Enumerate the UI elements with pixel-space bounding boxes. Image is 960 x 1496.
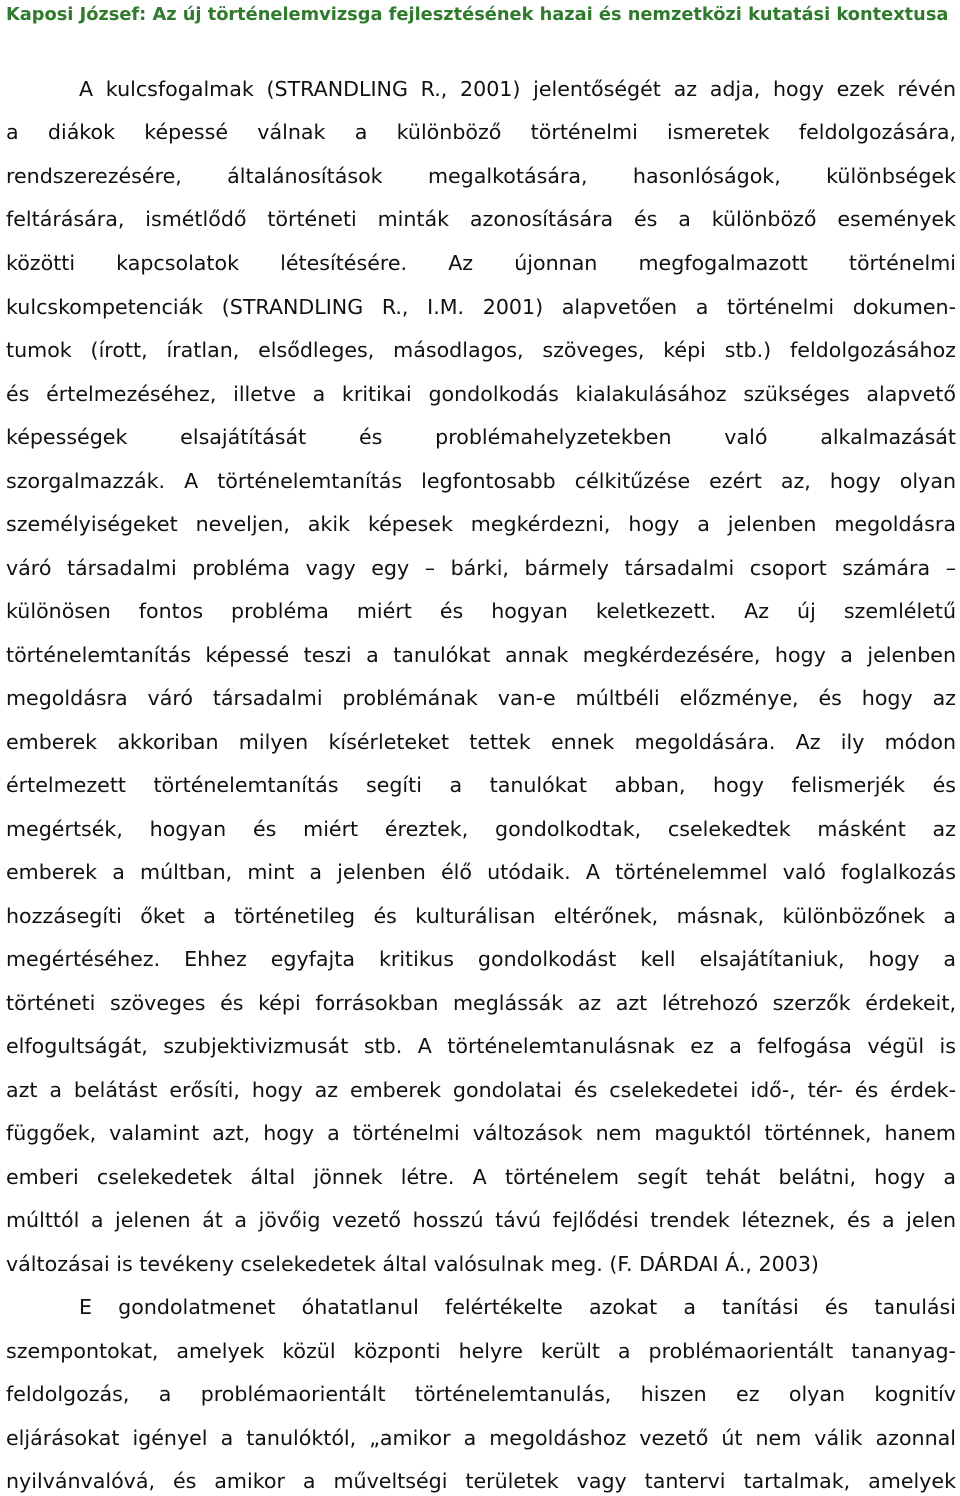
text-line: történeti szöveges és képi forrásokban meglássák az azt létrehozó szerzők érdekeit,	[6, 991, 956, 1015]
text-line: a diákok képessé válnak a különböző történelmi ismeretek feldolgozására,	[6, 120, 956, 144]
text-line: váró társadalmi probléma vagy egy – bárki, bármely társadalmi csoport számára –	[6, 556, 956, 580]
text-line: tumok (írott, íratlan, elsődleges, másodlagos, szöveges, képi stb.) feldolgozásához	[6, 338, 956, 362]
text-line: feltárására, ismétlődő történeti minták azonosítására és a különböző események	[6, 207, 956, 231]
text-line: különösen fontos probléma miért és hogyan keletkezett. Az új szemléletű	[6, 599, 956, 623]
text-line: múlttól a jelenen át a jövőig vezető hosszú távú fejlődési trendek léteznek, és a jelen	[6, 1208, 956, 1232]
text-line: elfogultságát, szubjektivizmusát stb. A történelemtanulásnak ez a felfogása végül is	[6, 1034, 956, 1058]
text-line: emberi cselekedetek által jönnek létre. A történelem segít tehát belátni, hogy a	[6, 1165, 956, 1189]
text-line: személyiségeket neveljen, akik képesek megkérdezni, hogy a jelenben megoldásra	[6, 512, 956, 536]
text-line: szorgalmazzák. A történelemtanítás legfontosabb célkitűzése ezért az, hogy olyan	[6, 469, 956, 493]
text-line: emberek a múltban, mint a jelenben élő utódaik. A történelemmel való foglalkozás	[6, 860, 956, 884]
text-line: és értelmezéséhez, illetve a kritikai gondolkodás kialakulásához szükséges alapvető	[6, 382, 956, 406]
text-line: A kulcsfogalmak (STRANDLING R., 2001) jelentőségét az adja, hogy ezek révén	[79, 77, 956, 101]
text-line: megértéséhez. Ehhez egyfajta kritikus gondolkodást kell elsajátítaniuk, hogy a	[6, 947, 956, 971]
text-line: nyilvánvalóvá, és amikor a műveltségi területek vagy tantervi tartalmak, amelyek	[6, 1469, 956, 1493]
text-line: hozzásegíti őket a történetileg és kulturálisan eltérőnek, másnak, különbözőnek a	[6, 904, 956, 928]
text-line: változásai is tevékeny cselekedetek által valósulnak meg. (F. DÁRDAI Á., 2003)	[6, 1252, 819, 1276]
running-header: Kaposi József: Az új történelemvizsga fejlesztésének hazai és nemzetközi kutatási kontextusa	[6, 4, 949, 25]
text-line: történelemtanítás képessé teszi a tanulókat annak megkérdezésére, hogy a jelenben	[6, 643, 956, 667]
text-line: rendszerezésére, általánosítások megalkotására, hasonlóságok, különbségek	[6, 164, 956, 188]
text-line: E gondolatmenet óhatatlanul felértékelte azokat a tanítási és tanulási	[79, 1295, 956, 1319]
text-line: értelmezett történelemtanítás segíti a tanulókat abban, hogy felismerjék és	[6, 773, 956, 797]
text-line: szempontokat, amelyek közül központi helyre került a problémaorientált tananyag-	[6, 1339, 956, 1363]
text-line: emberek akkoriban milyen kísérleteket tettek ennek megoldására. Az ily módon	[6, 730, 956, 754]
text-line: megértsék, hogyan és miért éreztek, gondolkodtak, cselekedtek másként az	[6, 817, 956, 841]
text-line: képességek elsajátítását és problémahelyzetekben való alkalmazását	[6, 425, 956, 449]
text-line: megoldásra váró társadalmi problémának van-e múltbéli előzménye, és hogy az	[6, 686, 956, 710]
text-line: függőek, valamint azt, hogy a történelmi változások nem maguktól történnek, hanem	[6, 1121, 956, 1145]
text-line: közötti kapcsolatok létesítésére. Az újonnan megfogalmazott történelmi	[6, 251, 956, 275]
text-line: feldolgozás, a problémaorientált történelemtanulás, hiszen ez olyan kognitív	[6, 1382, 956, 1406]
text-line: kulcskompetenciák (STRANDLING R., I.M. 2001) alapvetően a történelmi dokumen-	[6, 295, 956, 319]
text-line: eljárásokat igényel a tanulóktól, „amikor a megoldáshoz vezető út nem válik azonnal	[6, 1426, 956, 1450]
text-line: azt a belátást erősíti, hogy az emberek gondolatai és cselekedetei idő-, tér- és érdek-	[6, 1078, 956, 1102]
